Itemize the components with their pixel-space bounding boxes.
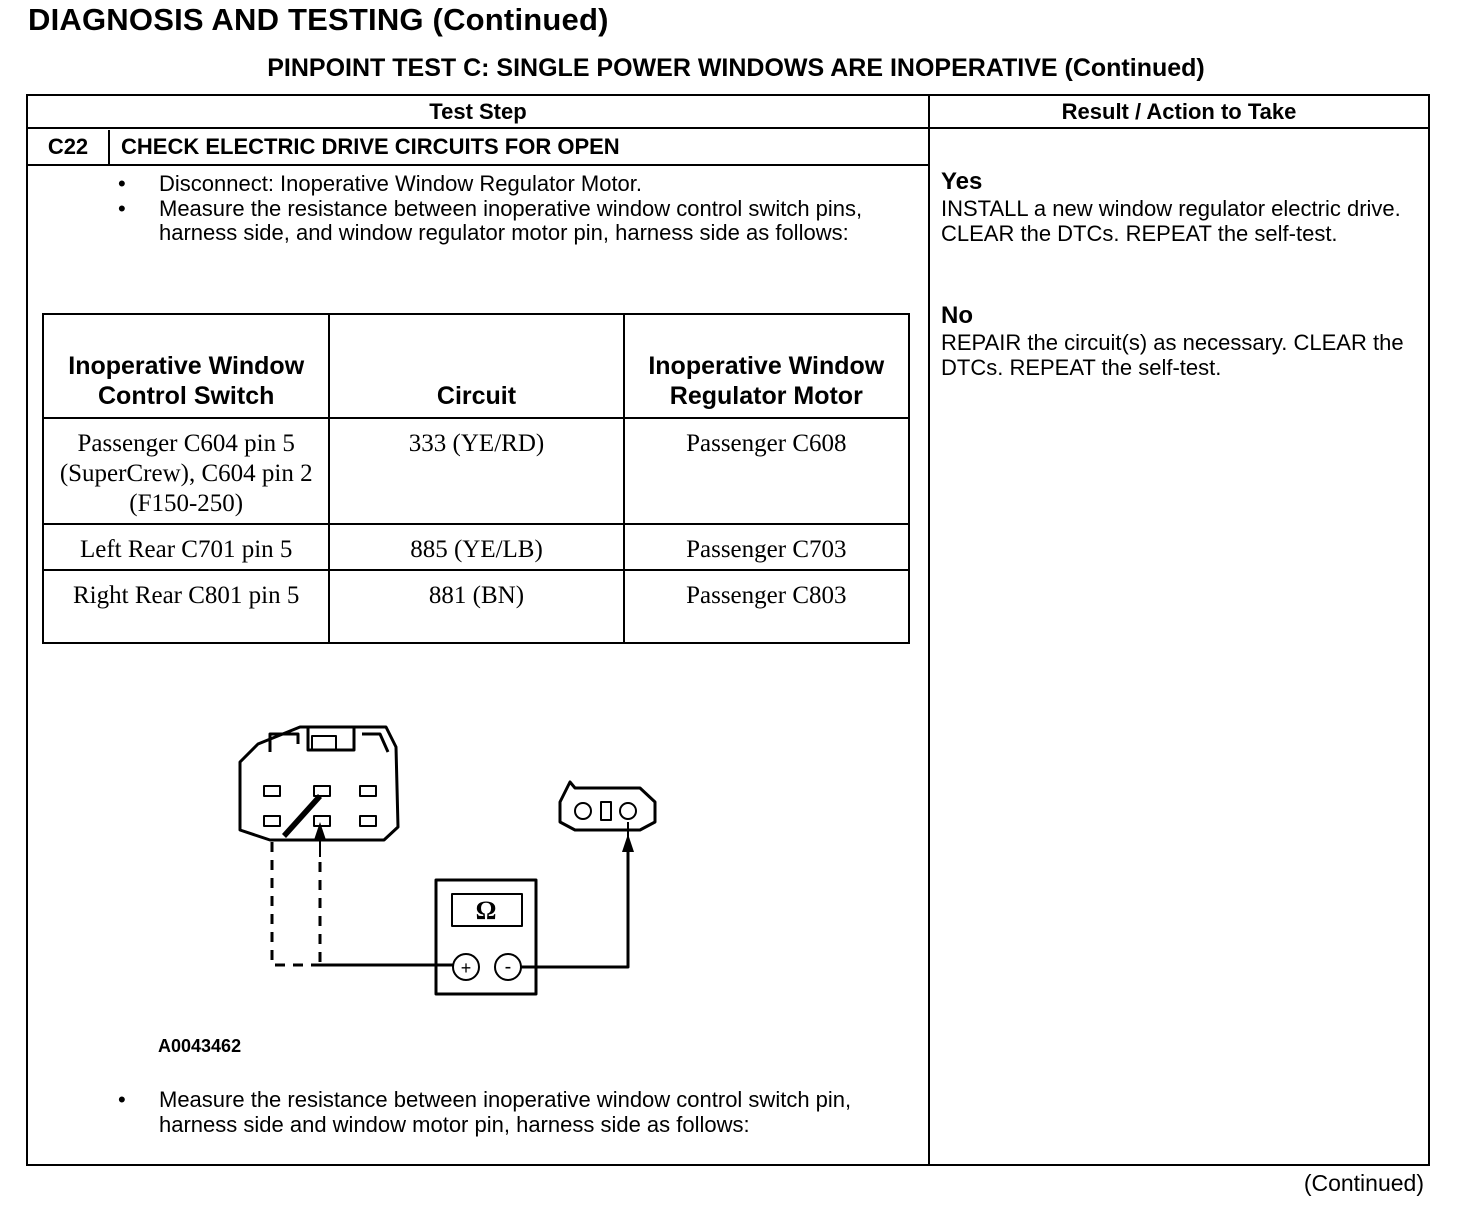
column-header-result: Result / Action to Take [1061, 99, 1297, 124]
minus-sign: - [504, 956, 512, 978]
result-yes-label: Yes [941, 168, 983, 195]
instruction-item [118, 172, 898, 197]
figure-id: A0043462 [158, 1036, 242, 1056]
instruction-text: Disconnect: Inoperative Window Regulator Motor. [159, 171, 643, 196]
step-title: CHECK ELECTRIC DRIVE CIRCUITS FOR OPEN [121, 134, 620, 159]
result-no-text: REPAIR the circuit(s) as necessary. CLEAR the DTCs. REPEAT the self-test. [941, 330, 1404, 380]
plus-sign: + [460, 958, 472, 978]
instruction-text: Measure the resistance between inoperative window control switch pins, harness side, and window regulator motor pin, harness side as follows: [159, 195, 863, 245]
cell-motor: Passenger C703 [624, 524, 909, 570]
step-title-rule [26, 164, 930, 166]
probe-tip-switch [314, 822, 326, 840]
cell-motor: Passenger C803 [624, 570, 909, 643]
ohm-symbol: Ω [475, 896, 497, 925]
step-id: C22 [47, 134, 89, 159]
bullet-mark: • [118, 171, 126, 196]
table-row [43, 418, 909, 524]
result-no-label: No [941, 302, 973, 329]
column-header-test-step: Test Step [429, 99, 527, 124]
cell-switch: Passenger C604 pin 5 (SuperCrew), C604 pin 2 (F150-250) [43, 418, 329, 524]
page-title: DIAGNOSIS AND TESTING (Continued) [28, 2, 609, 37]
switch-connector-icon [240, 727, 398, 840]
cell-switch: Left Rear C701 pin 5 [43, 524, 329, 570]
table-row [43, 524, 909, 570]
motor-connector-icon [560, 782, 655, 830]
header-motor: Inoperative Window Regulator Motor [624, 314, 909, 418]
table-row [43, 570, 909, 643]
bullet-mark: • [118, 1087, 126, 1112]
bullet-mark: • [118, 195, 126, 221]
cell-switch: Right Rear C801 pin 5 [43, 570, 329, 643]
cell-circuit: 885 (YE/LB) [329, 524, 623, 570]
step-instructions-continued [118, 1088, 898, 1137]
cell-circuit: 881 (BN) [329, 570, 623, 643]
step-id-divider [108, 130, 110, 164]
test-lead-dashed-left [272, 842, 320, 965]
continued-note: (Continued) [1303, 1170, 1424, 1196]
header-circuit: Circuit [329, 314, 623, 418]
cell-motor: Passenger C608 [624, 418, 909, 524]
column-divider [928, 94, 930, 1166]
result-yes-text: INSTALL a new window regulator electric drive. CLEAR the DTCs. REPEAT the self-test. [941, 196, 1401, 246]
header-switch: Inoperative Window Control Switch [43, 314, 329, 418]
instruction-text: Measure the resistance between inoperative window control switch pin, harness side and window motor pin, harness side as follows: [159, 1087, 852, 1137]
ohmmeter-diagram [230, 722, 670, 1012]
instruction-item [118, 197, 898, 246]
pinpoint-test-title: PINPOINT TEST C: SINGLE POWER WINDOWS ARE INOPERATIVE (Continued) [267, 54, 1205, 82]
step-instructions [118, 172, 898, 246]
instruction-item [118, 1088, 898, 1137]
probe-tip-motor [622, 834, 634, 852]
pin-table-header-row [43, 314, 909, 418]
pin-table [42, 313, 910, 644]
cell-circuit: 333 (YE/RD) [329, 418, 623, 524]
